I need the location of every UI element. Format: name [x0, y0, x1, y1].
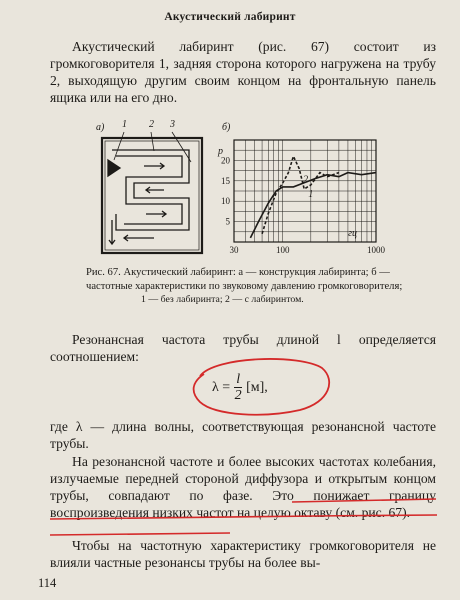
figure-67: [94, 120, 404, 260]
formula-unit: [м],: [246, 379, 268, 395]
underline-annotation-3: [50, 533, 230, 535]
x-tick-label: 100: [276, 245, 290, 255]
frequency-chart: [221, 140, 386, 255]
formula-lhs: λ =: [212, 379, 231, 395]
paragraph-phase: На резонансной частоте и более высоких частотах колебания, излучаемые передней стороной диффузора и открытым концом трубы, совпадают по фазе. Это понижает границу воспроизведения низких частот на целую октаву (см. рис. 67).: [50, 454, 436, 520]
paragraph-where: где λ — длина волны, соответствующая резонансной частоте трубы.: [50, 419, 436, 451]
y-tick-label: 10: [221, 196, 230, 207]
paragraph-next: Чтобы на частотную характеристику громкоговорителя не влияли частные резонансы трубы на более вы-: [50, 538, 436, 570]
panel-a-label: а): [96, 122, 105, 133]
figure-svg: [94, 120, 404, 260]
paragraph-resonance: Резонансная частота трубы длиной l определяется соотношением:: [50, 332, 436, 364]
page-number: 114: [38, 576, 57, 590]
paragraph-intro: Акустический лабиринт (рис. 67) состоит из громкоговорителя 1, задняя сторона которого нагружена на трубу 2, выходящую другим своим концом на фронтальную панель ящика или на его дно.: [50, 39, 436, 105]
y-tick-label: 15: [221, 175, 230, 186]
formula: [212, 372, 268, 403]
caption-legend: 1 — без лабиринта; 2 — с лабиринтом.: [141, 294, 304, 305]
y-tick-label: 5: [225, 216, 230, 227]
x-tick-label: 30: [229, 245, 239, 255]
part-label-2: 2: [149, 120, 154, 130]
y-tick-label: 20: [221, 155, 230, 166]
figure-caption: [86, 266, 404, 307]
series-label-1: 1: [308, 188, 314, 200]
series-label-2: 2: [303, 174, 309, 186]
formula-fraction: [234, 372, 242, 403]
running-header: Акустический лабиринт: [164, 11, 296, 23]
part-label-3: 3: [170, 120, 175, 130]
panel-b-label: б): [222, 122, 231, 133]
x-axis-unit-label: гц: [348, 228, 357, 239]
y-axis-label: p: [218, 146, 223, 157]
part-label-1: 1: [122, 120, 127, 130]
labyrinth-diagram: [102, 132, 202, 253]
caption-main: Рис. 67. Акустический лабиринт: а — конструкция лабиринта; б — частотные характеристики по звуковому давлению громкоговорителя;: [86, 267, 403, 292]
formula-numerator: l: [236, 372, 241, 387]
x-tick-label: 1000: [367, 245, 385, 255]
series-line-1: [250, 173, 376, 238]
formula-denominator: 2: [234, 388, 242, 403]
